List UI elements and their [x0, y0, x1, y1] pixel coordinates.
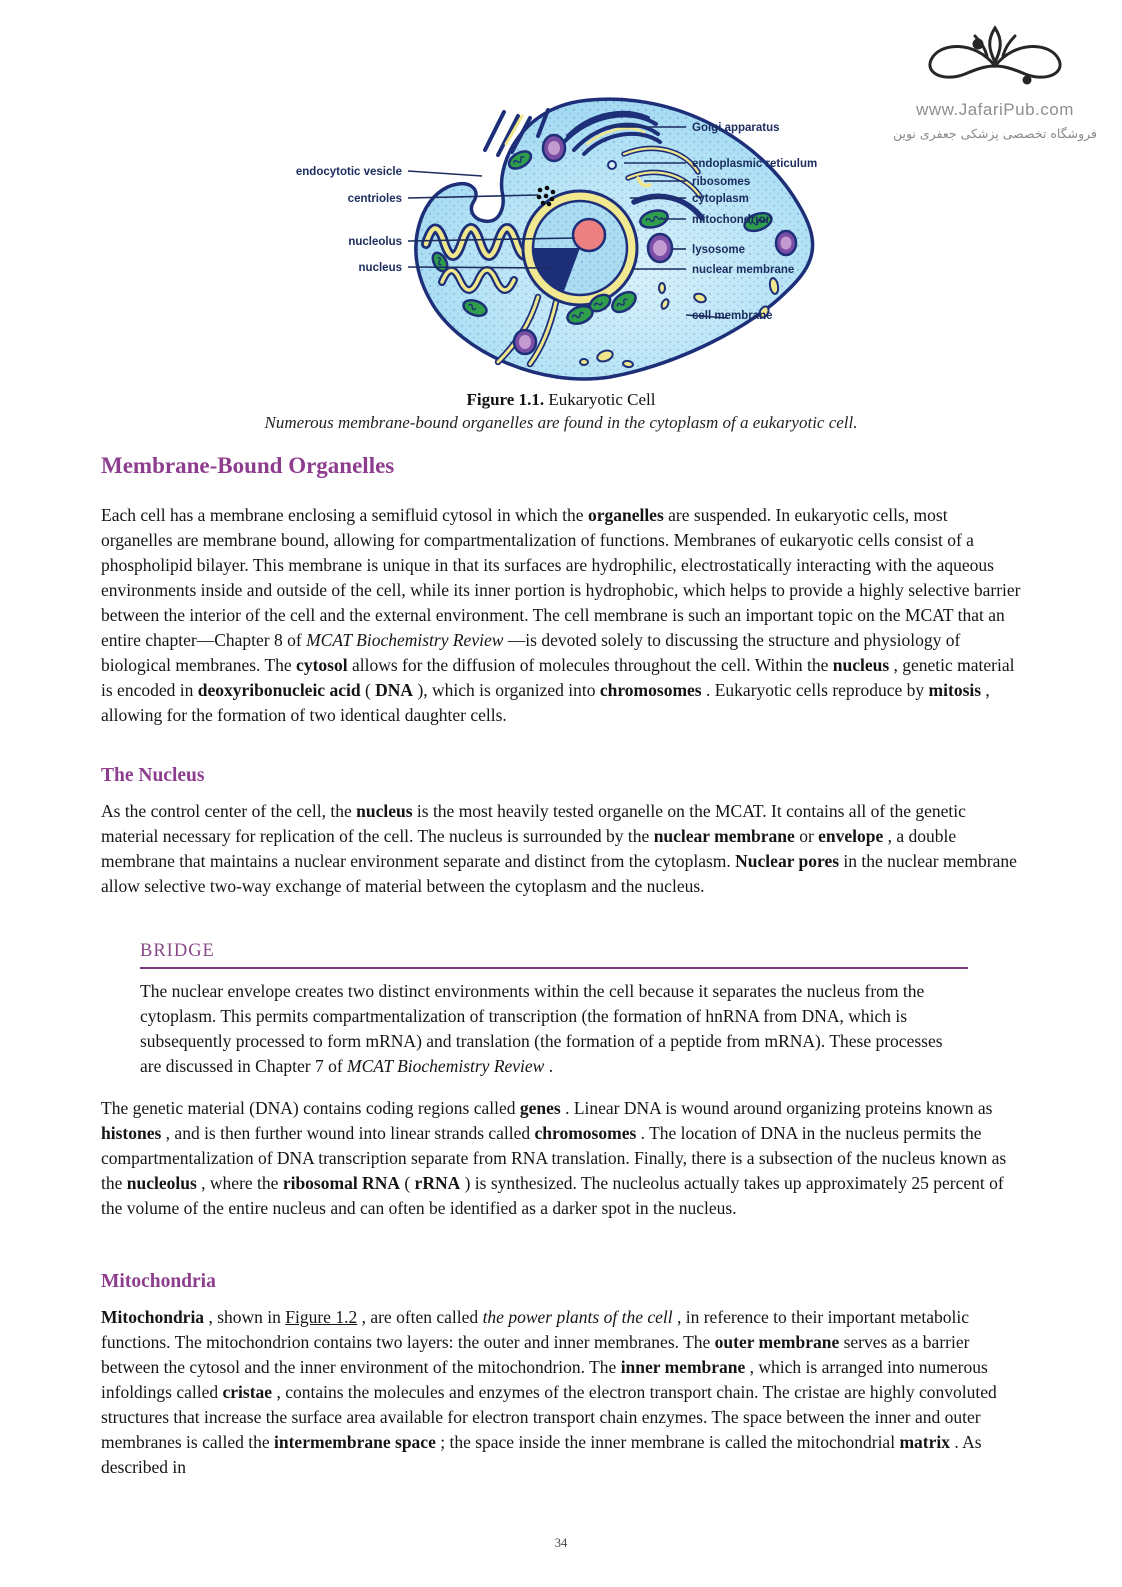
figure-label-cytoplasm: cytoplasm: [692, 193, 749, 205]
text-segment: Nuclear pores: [735, 851, 840, 871]
text-segment: rRNA: [414, 1173, 461, 1193]
figure-subcaption: Numerous membrane-bound organelles are found in the cytoplasm of a eukaryotic cell.: [264, 413, 858, 432]
text-segment: (: [399, 1173, 415, 1193]
logo-dot: [973, 39, 984, 50]
text-segment: . The location of DNA in the nucleus permits the compartmentalization of DNA transcription separate from RNA translation. Finally, there is a subsection of the nucleus known as the: [101, 1123, 1007, 1193]
text-segment: MCAT Biochemistry Review: [306, 630, 504, 650]
text-segment: nucleus: [356, 801, 413, 821]
paragraph-genetic-material: [101, 1096, 1021, 1221]
nucleolus-shape: [573, 219, 605, 251]
figure-caption-label: Figure 1.1.: [466, 390, 545, 409]
text-segment: MCAT Biochemistry Review: [347, 1056, 545, 1076]
text-segment: . Eukaryotic cells reproduce by: [701, 680, 929, 700]
text-segment: ribosomal RNA: [282, 1173, 400, 1193]
section-heading-the-nucleus: The Nucleus: [101, 765, 205, 786]
bridge-heading: BRIDGE: [140, 941, 215, 961]
text-segment: cytosol: [296, 655, 348, 675]
text-segment: nucleolus: [126, 1173, 197, 1193]
text-segment: (: [360, 680, 376, 700]
text-segment: DNA: [375, 680, 414, 700]
figure-label-cell-membrane: cell membrane: [692, 310, 773, 322]
text-segment: histones: [101, 1123, 162, 1143]
figure-label-nucleolus: nucleolus: [348, 236, 402, 248]
text-segment: ), which is organized into: [413, 680, 600, 700]
text-segment: ) is synthesized. The nucleolus actually takes up approximately 25 percent of the volume of the entire nucleus and can often be identified as a darker spot in the nucleus.: [101, 1173, 1004, 1218]
text-segment: , allowing for the formation of two identical daughter cells.: [101, 680, 990, 725]
figure-caption-title: Eukaryotic Cell: [544, 390, 656, 409]
text-segment: The genetic material (DNA) contains coding regions called: [101, 1098, 520, 1118]
figure-label-endocytotic-vesicle: endocytotic vesicle: [295, 166, 402, 178]
text-segment: chromosomes: [599, 680, 702, 700]
text-segment: , in reference to their important metabolic functions. The mitochondrion contains two layers: the outer and inner membranes. The: [101, 1307, 970, 1352]
figure-label-endoplasmic-reticulum: endoplasmic reticulum: [692, 158, 818, 170]
text-segment: chromosomes: [534, 1123, 637, 1143]
text-segment: Mitochondria: [101, 1307, 205, 1327]
text-segment: intermembrane space: [274, 1432, 436, 1452]
figure-label-lysosome: lysosome: [692, 244, 746, 256]
bridge-paragraph: [140, 979, 968, 1079]
text-segment: outer membrane: [714, 1332, 840, 1352]
text-segment: envelope: [818, 826, 884, 846]
text-segment: or: [794, 826, 819, 846]
text-segment: is the most heavily tested organelle on the MCAT. It contains all of the genetic material necessary for replication of the cell. The nucleus is surrounded by the: [101, 801, 966, 846]
label-line-endocytotic-vesicle: [408, 171, 482, 176]
lysosome-labeled: [648, 234, 672, 262]
paragraph-mitochondria: [101, 1305, 1021, 1480]
logo-ornament-icon: [915, 22, 1075, 100]
label-line-nucleus: [408, 267, 551, 268]
figure-label-mitochondrion: mitochondrion: [692, 214, 773, 226]
text-segment: , a double membrane that maintains a nuclear environment separate and distinct from the cytoplasm.: [101, 826, 957, 871]
text-segment: , where the: [196, 1173, 283, 1193]
text-segment: , contains the molecules and enzymes of the electron transport chain. The cristae are highly convoluted structures that increase the surface area available for electron transport chain enzymes. The space between the inner and outer membranes is called the: [101, 1382, 997, 1452]
logo-dot: [1023, 76, 1032, 85]
text-segment: , which is arranged into numerous infoldings called: [101, 1357, 988, 1402]
text-segment: The nuclear envelope creates two distinct environments within the cell because it separates the nucleus from the cytoplasm. This permits compartmentalization of transcription (the formation of hnRNA from DNA, which is subsequently processed to form mRNA) and translation (the formation of a peptide from mRNA). These processes are discussed in Chapter 7 of: [140, 981, 943, 1076]
text-segment: .: [544, 1056, 554, 1076]
paragraph-nucleus: [101, 799, 1021, 899]
figure-1-2-link[interactable]: Figure 1.2: [285, 1307, 358, 1327]
publisher-url: www.JafariPub.com: [916, 100, 1074, 119]
text-segment: matrix: [899, 1432, 950, 1452]
publisher-logo: [880, 22, 1110, 141]
figure-label-nucleus: nucleus: [358, 262, 402, 274]
figure-label-centrioles: centrioles: [347, 193, 402, 205]
text-segment: the power plants of the cell: [482, 1307, 673, 1327]
section-heading-membrane-bound-organelles: Membrane-Bound Organelles: [101, 453, 395, 478]
text-segment: organelles: [587, 505, 664, 525]
page-number: 34: [554, 1536, 568, 1550]
eukaryotic-cell-diagram: [292, 92, 872, 392]
figure-caption: [0, 390, 1122, 410]
text-segment: nuclear membrane: [653, 826, 795, 846]
bridge-sidebar: [140, 941, 968, 1079]
text-segment: , genetic material is encoded in: [101, 655, 1015, 700]
figure-label-nuclear-membrane: nuclear membrane: [692, 264, 795, 276]
text-segment: ; the space inside the inner membrane is called the mitochondrial: [435, 1432, 900, 1452]
publisher-tagline: فروشگاه تخصصی پزشکی جعفری نوین: [892, 126, 1098, 141]
text-segment: . As described in: [101, 1432, 982, 1477]
text-segment: cristae: [222, 1382, 273, 1402]
text-segment: mitosis: [928, 680, 982, 700]
text-segment: . Linear DNA is wound around organizing proteins known as: [560, 1098, 993, 1118]
text-segment: in the nuclear membrane allow selective two-way exchange of material between the cytoplasm and the nucleus.: [101, 851, 1017, 896]
text-segment: Each cell has a membrane enclosing a semifluid cytosol in which the: [101, 505, 588, 525]
text-segment: , shown in: [204, 1307, 286, 1327]
nucleus: [523, 191, 637, 305]
figure-label-golgi-apparatus: Golgi apparatus: [692, 122, 780, 134]
figure-label-ribosomes: ribosomes: [692, 176, 751, 188]
text-segment: genes: [519, 1098, 561, 1118]
text-segment: deoxyribonucleic acid: [197, 680, 361, 700]
paragraph-organelles: [101, 503, 1021, 728]
text-segment: inner membrane: [620, 1357, 746, 1377]
bridge-rule: [140, 967, 968, 969]
text-segment: As the control center of the cell, the: [101, 801, 357, 821]
text-segment: serves as a barrier between the cytosol and the inner environment of the mitochondrion. The: [101, 1332, 970, 1377]
text-segment: allows for the diffusion of molecules throughout the cell. Within the: [347, 655, 833, 675]
text-segment: , and is then further wound into linear strands called: [161, 1123, 535, 1143]
text-segment: , are often called: [357, 1307, 483, 1327]
text-segment: are suspended. In eukaryotic cells, most organelles are membrane bound, allowing for compartmentalization of functions. Membranes of eukaryotic cells consist of a phospholipid bilayer. This membrane is unique in that its surfaces are hydrophilic, electrostatically interacting with the aqueous environments inside and outside of the cell, while its inner portion is hydrophobic, which helps to provide a highly selective barrier between the interior of the cell and the external environment. The cell membrane is such an important topic on the MCAT that an entire chapter—Chapter 8 of: [101, 505, 1021, 650]
text-segment: nucleus: [832, 655, 890, 675]
text-segment: —is devoted solely to discussing the structure and physiology of biological membranes. The: [101, 630, 961, 675]
section-heading-mitochondria: Mitochondria: [101, 1271, 216, 1292]
